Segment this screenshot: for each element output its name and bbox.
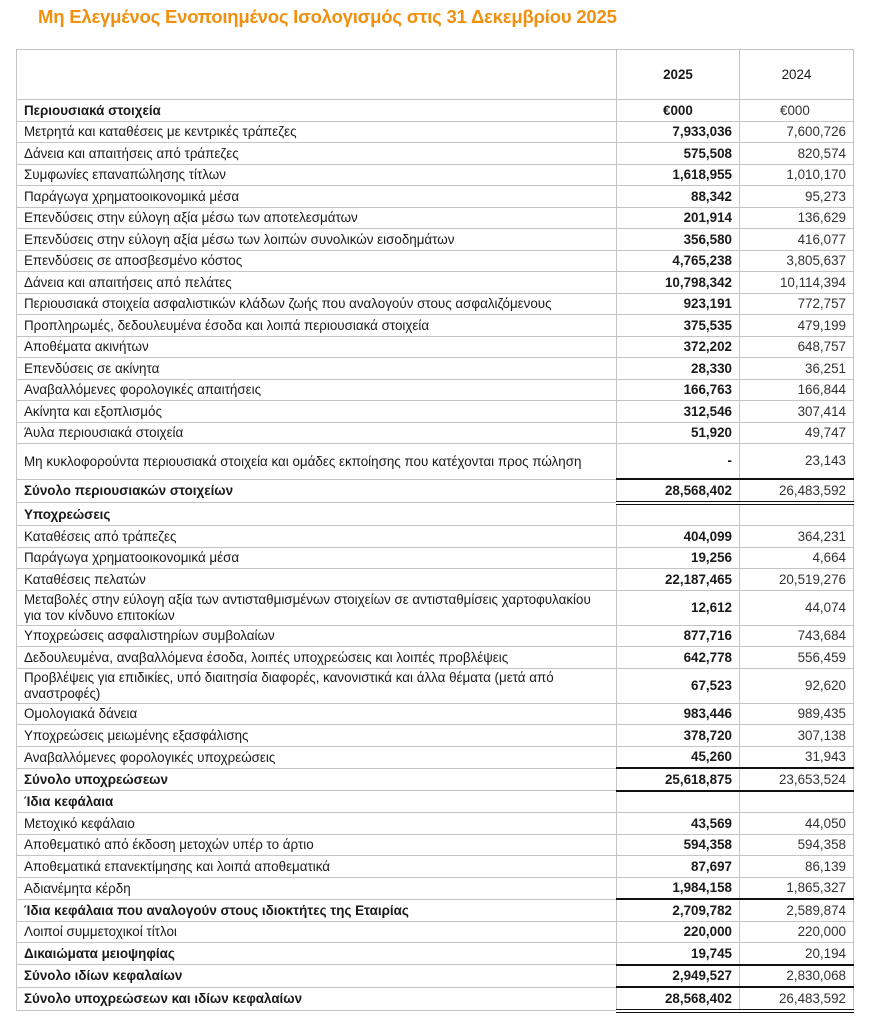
- row-label: Υποχρεώσεις ασφαλιστηρίων συμβολαίων: [17, 625, 617, 647]
- header-label: [17, 50, 617, 100]
- row-label: Δεδουλευμένα, αναβαλλόμενα έσοδα, λοιπές υποχρεώσεις και λοιπές προβλέψεις: [17, 647, 617, 669]
- row-label: Παράγωγα χρηματοοικονομικά μέσα: [17, 186, 617, 208]
- row-label: Αποθέματα ακινήτων: [17, 336, 617, 358]
- table-row: [17, 625, 854, 647]
- table-row: [17, 725, 854, 747]
- table-row: [17, 336, 854, 358]
- page-title: Μη Ελεγμένος Ενοποιημένος Ισολογισμός στις 31 Δεκεμβρίου 2025: [38, 6, 617, 27]
- row-label: Άυλα περιουσιακά στοιχεία: [17, 422, 617, 444]
- value-2024: 49,747: [740, 422, 854, 444]
- table-row: [17, 569, 854, 591]
- value-2024: 23,653,524: [740, 768, 854, 791]
- value-2024: 166,844: [740, 379, 854, 401]
- value-2024: 307,414: [740, 401, 854, 423]
- row-label: Προβλέψεις για επιδικίες, υπό διαιτησία διαφορές, κανονιστικά και άλλα θέματα (μετά από αναστροφές): [17, 668, 617, 703]
- value-2025: 372,202: [617, 336, 740, 358]
- table-row: [17, 315, 854, 337]
- row-label: Αποθεματικά επανεκτίμησης και λοιπά αποθεματικά: [17, 856, 617, 878]
- table-row: [17, 526, 854, 548]
- value-2025: 10,798,342: [617, 272, 740, 294]
- value-2025: 28,330: [617, 358, 740, 380]
- value-2025: 575,508: [617, 143, 740, 165]
- value-2024: 416,077: [740, 229, 854, 251]
- value-2025: 87,697: [617, 856, 740, 878]
- row-label: Μεταβολές στην εύλογη αξία των αντισταθμισμένων στοιχείων σε αντισταθμίσεις χαρτοφυλακίου για τον κίνδυνο επιτοκίων: [17, 590, 617, 625]
- value-2024: 1,010,170: [740, 164, 854, 186]
- value-2025: 4,765,238: [617, 250, 740, 272]
- value-2025: 2,709,782: [617, 899, 740, 921]
- minority-interest-row: [17, 943, 854, 965]
- row-label: Επενδύσεις στην εύλογη αξία μέσω των αποτελεσμάτων: [17, 207, 617, 229]
- value-2024: 10,114,394: [740, 272, 854, 294]
- total-liabilities-row: [17, 768, 854, 791]
- value-2025: 375,535: [617, 315, 740, 337]
- row-label: Καταθέσεις πελατών: [17, 569, 617, 591]
- value-2025: 43,569: [617, 813, 740, 835]
- row-label: Ακίνητα και εξοπλισμός: [17, 401, 617, 423]
- value-2024: 772,757: [740, 293, 854, 315]
- value-2024: 479,199: [740, 315, 854, 337]
- row-label: Παράγωγα χρηματοοικονομικά μέσα: [17, 547, 617, 569]
- value-2025: 88,342: [617, 186, 740, 208]
- value-2024: 136,629: [740, 207, 854, 229]
- value-2025: 67,523: [617, 668, 740, 703]
- liabilities-section-row: [17, 503, 854, 526]
- value-2025: 51,920: [617, 422, 740, 444]
- value-2025: 166,763: [617, 379, 740, 401]
- row-label: Σύνολο υποχρεώσεων και ιδίων κεφαλαίων: [17, 987, 617, 1011]
- row-label: Ομολογιακά δάνεια: [17, 703, 617, 725]
- value-2024: 31,943: [740, 746, 854, 768]
- value-2025: 45,260: [617, 746, 740, 768]
- row-label: Μετρητά και καταθέσεις με κεντρικές τράπεζες: [17, 121, 617, 143]
- table-row: [17, 746, 854, 768]
- value-2024: 1,865,327: [740, 877, 854, 899]
- table-row: [17, 668, 854, 703]
- table-row: [17, 422, 854, 444]
- row-label: Ίδια κεφάλαια που αναλογούν στους ιδιοκτήτες της Εταιρίας: [17, 899, 617, 921]
- section-title: Ίδια κεφάλαια: [17, 791, 617, 813]
- value-2025: 404,099: [617, 526, 740, 548]
- row-label: Δάνεια και απαιτήσεις από τράπεζες: [17, 143, 617, 165]
- value-2025: 378,720: [617, 725, 740, 747]
- row-label: Αναβαλλόμενες φορολογικές υποχρεώσεις: [17, 746, 617, 768]
- table-row: [17, 401, 854, 423]
- table-row: [17, 856, 854, 878]
- value-2025: 201,914: [617, 207, 740, 229]
- row-label: Δάνεια και απαιτήσεις από πελάτες: [17, 272, 617, 294]
- value-2024: 86,139: [740, 856, 854, 878]
- value-2024: 92,620: [740, 668, 854, 703]
- value-2024: 4,664: [740, 547, 854, 569]
- table-row: [17, 250, 854, 272]
- value-2024: 23,143: [740, 444, 854, 480]
- section-title: Περιουσιακά στοιχεία: [17, 100, 617, 122]
- value-2024: 95,273: [740, 186, 854, 208]
- value-2025: 594,358: [617, 834, 740, 856]
- row-label: Καταθέσεις από τράπεζες: [17, 526, 617, 548]
- row-label: Επενδύσεις σε αποσβεσμένο κόστος: [17, 250, 617, 272]
- value-2024: 26,483,592: [740, 479, 854, 503]
- value-2024: 3,805,637: [740, 250, 854, 272]
- value-2025: 983,446: [617, 703, 740, 725]
- header-2025: 2025: [617, 50, 740, 100]
- row-label: Μη κυκλοφορούντα περιουσιακά στοιχεία και ομάδες εκποίησης που κατέχονται προς πώληση: [17, 444, 617, 480]
- header-2024: 2024: [740, 50, 854, 100]
- table-row: [17, 164, 854, 186]
- value-2025: 25,618,875: [617, 768, 740, 791]
- value-2024: 989,435: [740, 703, 854, 725]
- value-2024: 556,459: [740, 647, 854, 669]
- total-liabilities-equity-row: [17, 987, 854, 1011]
- value-2024: 220,000: [740, 921, 854, 943]
- table-row: [17, 444, 854, 480]
- row-label: Μετοχικό κεφάλαιο: [17, 813, 617, 835]
- value-2025: 28,568,402: [617, 987, 740, 1011]
- value-2025: 19,745: [617, 943, 740, 965]
- value-2024: 20,194: [740, 943, 854, 965]
- row-label: Αδιανέμητα κέρδη: [17, 877, 617, 899]
- table-row: [17, 877, 854, 899]
- value-2025: 356,580: [617, 229, 740, 251]
- row-label: Λοιποί συμμετοχικοί τίτλοι: [17, 921, 617, 943]
- row-label: Σύνολο υποχρεώσεων: [17, 768, 617, 791]
- row-label: Προπληρωμές, δεδουλευμένα έσοδα και λοιπά περιουσιακά στοιχεία: [17, 315, 617, 337]
- table-header-row: [17, 50, 854, 100]
- row-label: Σύνολο ιδίων κεφαλαίων: [17, 965, 617, 988]
- unit-2024: €000: [740, 100, 854, 122]
- value-2024: [740, 503, 854, 526]
- table-row: [17, 272, 854, 294]
- value-2024: 36,251: [740, 358, 854, 380]
- value-2024: 44,074: [740, 590, 854, 625]
- unit-2025: €000: [617, 100, 740, 122]
- value-2025: 923,191: [617, 293, 740, 315]
- value-2024: 2,589,874: [740, 899, 854, 921]
- value-2024: 2,830,068: [740, 965, 854, 988]
- other-equity-row: [17, 921, 854, 943]
- table-row: [17, 121, 854, 143]
- table-row: [17, 703, 854, 725]
- value-2025: 877,716: [617, 625, 740, 647]
- table-row: [17, 813, 854, 835]
- value-2024: 648,757: [740, 336, 854, 358]
- value-2024: 44,050: [740, 813, 854, 835]
- section-title: Υποχρεώσεις: [17, 503, 617, 526]
- value-2024: 743,684: [740, 625, 854, 647]
- table-row: [17, 379, 854, 401]
- value-2025: 19,256: [617, 547, 740, 569]
- value-2024: 594,358: [740, 834, 854, 856]
- table-row: [17, 229, 854, 251]
- value-2025: 642,778: [617, 647, 740, 669]
- row-label: Αναβαλλόμενες φορολογικές απαιτήσεις: [17, 379, 617, 401]
- value-2024: [740, 791, 854, 813]
- equity-owners-row: [17, 899, 854, 921]
- value-2025: 28,568,402: [617, 479, 740, 503]
- value-2025: [617, 791, 740, 813]
- value-2024: 7,600,726: [740, 121, 854, 143]
- value-2025: 22,187,465: [617, 569, 740, 591]
- row-label: Σύνολο περιουσιακών στοιχείων: [17, 479, 617, 503]
- total-assets-row: [17, 479, 854, 503]
- row-label: Δικαιώματα μειοψηφίας: [17, 943, 617, 965]
- table-row: [17, 834, 854, 856]
- value-2025: 7,933,036: [617, 121, 740, 143]
- value-2024: 20,519,276: [740, 569, 854, 591]
- value-2024: 307,138: [740, 725, 854, 747]
- row-label: Επενδύσεις σε ακίνητα: [17, 358, 617, 380]
- balance-sheet-table: [16, 49, 854, 1013]
- value-2024: 26,483,592: [740, 987, 854, 1011]
- value-2025: 2,949,527: [617, 965, 740, 988]
- row-label: Αποθεματικό από έκδοση μετοχών υπέρ το άρτιο: [17, 834, 617, 856]
- assets-section-row: [17, 100, 854, 122]
- table-row: [17, 647, 854, 669]
- row-label: Υποχρεώσεις μειωμένης εξασφάλισης: [17, 725, 617, 747]
- value-2024: 820,574: [740, 143, 854, 165]
- value-2025: 1,618,955: [617, 164, 740, 186]
- value-2025: -: [617, 444, 740, 480]
- table-row: [17, 358, 854, 380]
- table-row: [17, 590, 854, 625]
- row-label: Συμφωνίες επαναπώλησης τίτλων: [17, 164, 617, 186]
- table-row: [17, 547, 854, 569]
- value-2025: 1,984,158: [617, 877, 740, 899]
- value-2025: 312,546: [617, 401, 740, 423]
- row-label: Περιουσιακά στοιχεία ασφαλιστικών κλάδων ζωής που αναλογούν στους ασφαλιζόμενους: [17, 293, 617, 315]
- row-label: Επενδύσεις στην εύλογη αξία μέσω των λοιπών συνολικών εισοδημάτων: [17, 229, 617, 251]
- value-2025: 12,612: [617, 590, 740, 625]
- table-row: [17, 293, 854, 315]
- table-row: [17, 186, 854, 208]
- total-equity-row: [17, 965, 854, 988]
- equity-section-row: [17, 791, 854, 813]
- table-row: [17, 207, 854, 229]
- value-2025: 220,000: [617, 921, 740, 943]
- value-2025: [617, 503, 740, 526]
- value-2024: 364,231: [740, 526, 854, 548]
- table-row: [17, 143, 854, 165]
